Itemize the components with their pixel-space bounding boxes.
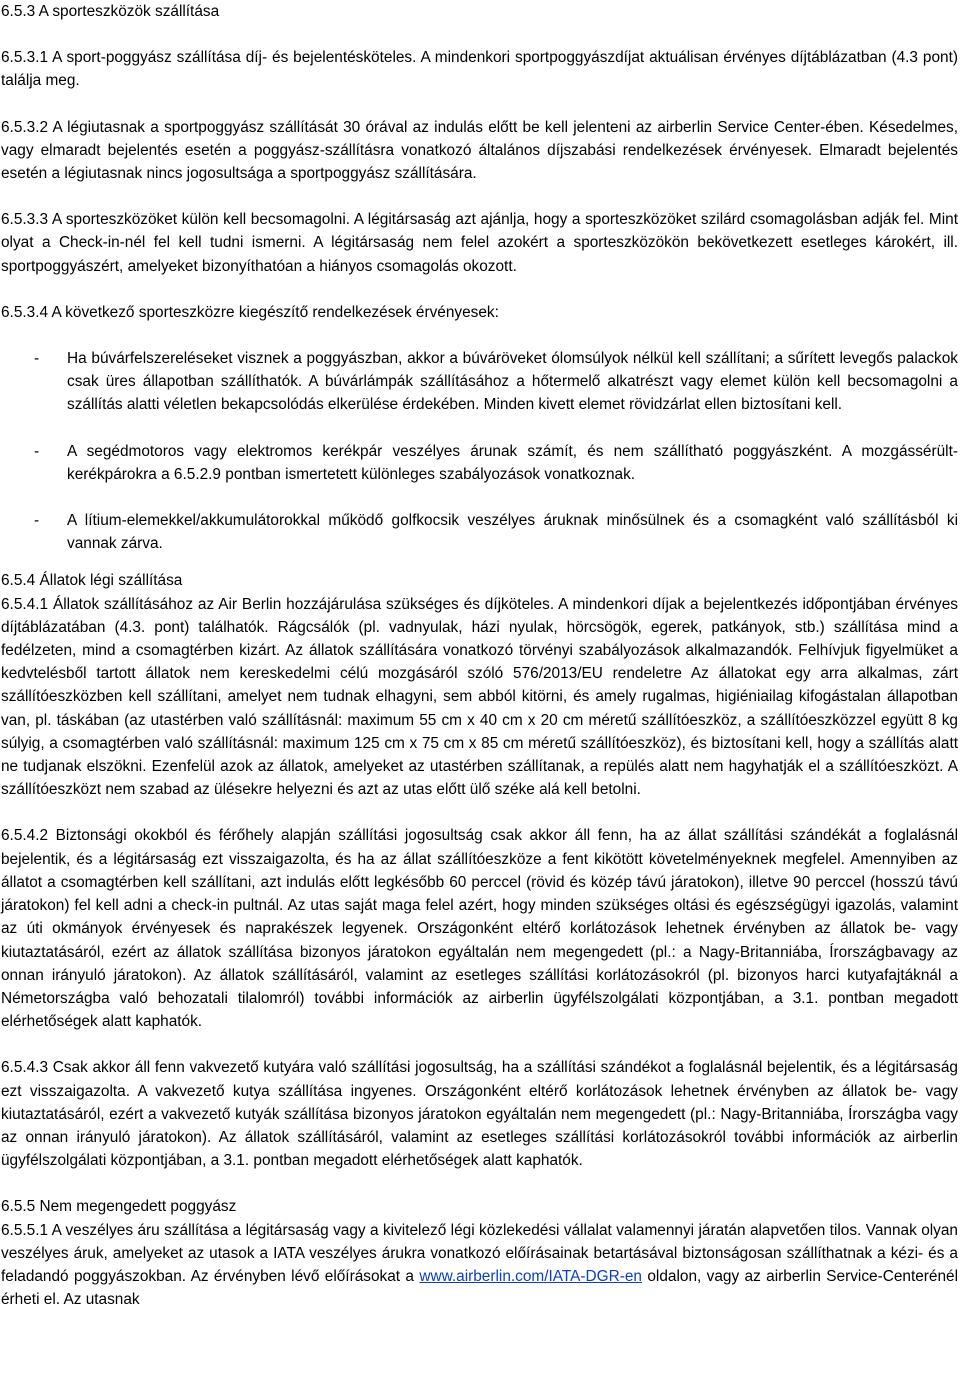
paragraph-6-5-5-1	[1, 1219, 958, 1312]
bullet-dash: -	[34, 512, 40, 530]
list-item-text: Ha búvárfelszereléseket visznek a poggyászban, akkor a búváröveket ólomsúlyok nélkül kell szállítani; a sűrített levegős palackok csak üres állapotban szállíthatók. A búvárlámpák szállításához a hőtermelő alkatrészt vagy elemet külön kell becsomagolni a szállítás alatti véletlen bekapcsolódás elkerülése érdekében. Minden kivett elemet rövidzárlat ellen biztosítani kell.	[67, 350, 958, 414]
sports-equipment-rules-list	[1, 347, 958, 555]
section-heading-animals: 6.5.4 Állatok légi szállítása	[1, 572, 183, 590]
paragraph-6-5-3-4: 6.5.3.4 A következő sporteszközre kiegészítő rendelkezések érvényesek:	[1, 303, 499, 321]
paragraph-6-5-4-2: 6.5.4.2 Biztonsági okokból és férőhely alapján szállítási jogosultság csak akkor áll fenn, ha az állat szállítási szándékát a foglalásnál bejelentik, és a légitársaság ezt visszaigazolta, és ha az állat szállítóeszköze a fent kikötött követelményeknek megfelel. Amennyiben az állatot a csomagtérben kell szállítani, azt indulás előtt legkésőbb 60 perccel (rövid és közép távú járatokon), illetve 90 perccel (hosszú távú járatokon) fel kell adni a check-in pultnál. Az utas saját maga felel azért, hogy minden szükséges oltási és egészségügyi igazolás, valamint az úti okmányok érvényesek és naprakészek legyenek. Országonként eltérő korlátozások lehetnek érvényben az állatok be- vagy kiutaztatásáról, ezért az állatok szállítása bizonyos járatokon egyáltalán nem megengedett (pl.: a Nagy-Britanniába, Írországbavagy az onnan irányuló járatokon). Az állatok szállításáról, valamint az esetleges szállítási korlátozásokról (pl. bizonyos harci kutyafajtáknál a Németországba való behozatali tilalomról) további információk az airberlin ügyfélszolgálati központjában, a 3.1. pontban megadott elérhetőségek alatt kaphatók.	[1, 827, 958, 1031]
bullet-dash: -	[34, 442, 40, 460]
list-item-text: A segédmotoros vagy elektromos kerékpár veszélyes árunak számít, és nem szállítható poggyászként. A mozgássérült-kerékpárokra a 6.5.2.9 pontban ismertetett különleges szabályozások vonatkoznak.	[67, 442, 958, 483]
section-heading-sports-equipment: 6.5.3 A sporteszközök szállítása	[1, 3, 220, 20]
paragraph-6-5-4-3: 6.5.4.3 Csak akkor áll fenn vakvezető kutyára való szállítási jogosultság, ha a szállítási szándékot a foglalásnál bejelentik, és a légitársaság ezt visszaigazolta. A vakvezető kutya szállítása ingyenes. Országonként eltérő korlátozások lehetnek érvényben az állatok be- vagy kiutaztatásáról, ezért a vakvezető kutyák szállítása bizonyos járatokon egyáltalán nem megengedett (pl.: Nagy-Britanniába, Írországba vagy az onnan irányuló járatokon). Az állatok szállításáról, valamint az esetleges szállítási korlátozásokról további információk az airberlin ügyfélszolgálati központjában, a 3.1. pontban megadott elérhetőségek alatt kaphatók.	[1, 1059, 958, 1170]
paragraph-6-5-3-3: 6.5.3.3 A sporteszközöket külön kell becsomagolni. A légitársaság azt ajánlja, hogy a sporteszközöket szilárd csomagolásban adják fel. Mint olyat a Check-in-nél fel kell tudni ismerni. A légitársaság nem felel azokért a sporteszközökön bekövetkezett esetleges károkért, ill. sportpoggyászért, amelyeket bizonyíthatóan a hiányos csomagolás okozott.	[1, 211, 958, 275]
list-item	[1, 509, 958, 555]
paragraph-text-start: 6.5.5.1 A veszélyes áru szállítása a légitársaság vagy a kivitelező légi közlekedési vállalat valamennyi járatán alapvetően tilos. Vannak olyan veszélyes áruk, amelyeket az utasok a IATA veszélyes árukra vonatkozó előírásainak betartásával biztonságosan szállíthatnak a kézi- és a feladandó poggyászokban. Az érvényben lévő előírásokat a	[1, 1221, 958, 1285]
list-item	[1, 440, 958, 486]
paragraph-6-5-3-1: 6.5.3.1 A sport-poggyász szállítása díj- és bejelentésköteles. A mindenkori sportpoggyászdíjat aktuálisan érvényes díjtáblázatban (4.3 pont) találja meg.	[1, 49, 958, 90]
list-item-text: A lítium-elemekkel/akkumulátorokkal működő golfkocsik veszélyes áruknak minősülnek és a csomagként való szállításból ki vannak zárva.	[67, 512, 958, 553]
bullet-dash: -	[34, 350, 40, 368]
paragraph-text-end: oldalon, vagy az airberlin Service-Centerénél érheti el. Az utasnak	[1, 1267, 959, 1309]
paragraph-6-5-3-2: 6.5.3.2 A légiutasnak a sportpoggyász szállítását 30 órával az indulás előtt be kell jelenteni az airberlin Service Center-ében. Késedelmes, vagy elmaradt bejelentés esetén a poggyász-szállításra vonatkozó általános díjszabási rendelkezések érvényesek. Elmaradt bejelentés esetén a légiutasnak nincs jogosultsága a sportpoggyász szállítására.	[1, 118, 958, 183]
list-item	[1, 347, 958, 417]
section-heading-prohibited-baggage: 6.5.5 Nem megengedett poggyász	[1, 1198, 237, 1216]
iata-dgr-link[interactable]: www.airberlin.com/IATA-DGR-en	[419, 1267, 642, 1285]
paragraph-6-5-4-1: 6.5.4.1 Állatok szállításához az Air Berlin hozzájárulása szükséges és díjköteles. A mindenkori díjak a bejelentkezés időpontjában érvényes díjtáblázatában (4.3. pont) találhatók. Rágcsálók (pl. vadnyulak, házi nyulak, hörcsögök, egerek, patkányok, stb.) szállítása mind a fedélzeten, mind a csomagtérben kizárt. Az állatok szállítására vonatkozó törvényi szabályozások alkalmazandók. Felhívjuk figyelmüket a kedvtelésből tartott állatok nem kereskedelmi célú mozgásáról szóló 576/2013/EU rendeletre Az állatokat egy arra alkalmas, zárt szállítóeszközben kell szállítani, amelyet nem tudnak elhagyni, sem abból kitörni, és amely rugalmas, higiéniailag kifogástalan állapotban van, pl. táskában (az utastérben való szállításnál: maximum 55 cm x 40 cm x 20 cm méretű szállítóeszköz, a szállítóeszközzel együtt 8 kg súlyig, a csomagtérben való szállításnál: maximum 125 cm x 75 cm x 85 cm méretű szállítóeszköz), és biztosítani kell, hogy a szállítás alatt ne tudjanak elszökni. Ezenfelül azok az állatok, amelyeket az utastérben szállítanak, a repülés alatt nem hagyhatják el a szállítóeszközt. A szállítóeszközt nem szabad az ülésekre helyezni és azt az utas előtt ülő széke alá kell betolni.	[1, 595, 958, 799]
